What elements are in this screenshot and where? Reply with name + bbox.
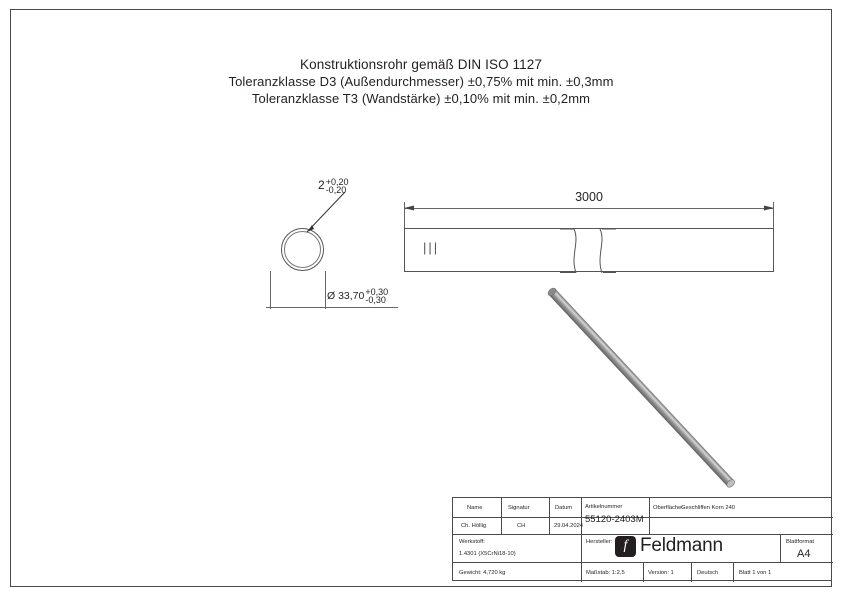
titleblock-col-6 bbox=[780, 534, 781, 562]
length-dimension-label: 3000 bbox=[575, 190, 603, 204]
titleblock-massstab: Maßstab: 1:2,5 bbox=[586, 570, 625, 576]
titleblock-col-8 bbox=[643, 562, 644, 582]
titleblock-value-datum: 29.04.2024 bbox=[554, 523, 584, 529]
wall-thickness-tol-plus: +0,20 bbox=[325, 177, 349, 187]
titleblock-value-name: Ch. Höllig bbox=[461, 523, 487, 529]
titleblock-col-9 bbox=[691, 562, 692, 582]
drawing-title-line-3: Toleranzklasse T3 (Wandstärke) ±0,10% mit min. ±0,2mm bbox=[251, 91, 591, 106]
outer-diameter-dimension bbox=[327, 288, 388, 304]
titleblock-label-hersteller: Hersteller: bbox=[586, 539, 613, 545]
pipe-3d-render bbox=[520, 280, 790, 500]
titleblock-article-number: 55120-2403M bbox=[585, 514, 644, 525]
titleblock-col-2 bbox=[549, 498, 550, 534]
logo-wordmark: Feldmann bbox=[640, 535, 723, 556]
diameter-dimension-line bbox=[266, 307, 398, 308]
titleblock-header-signatur: Signatur bbox=[508, 505, 530, 511]
titleblock-col-7 bbox=[581, 562, 582, 582]
titleblock-col-5 bbox=[581, 534, 582, 562]
wall-thickness-leader-line bbox=[301, 190, 347, 236]
diameter-extension-line-right bbox=[325, 271, 326, 309]
titleblock-col-10 bbox=[733, 562, 734, 582]
titleblock-value-signatur: CH bbox=[517, 523, 526, 529]
titleblock-label-werkstoff: Werkstoff: bbox=[459, 539, 485, 545]
wall-thickness-dimension bbox=[318, 178, 348, 194]
titleblock-header-name: Name bbox=[467, 505, 483, 511]
titleblock-header-datum: Datum bbox=[555, 505, 573, 511]
diameter-extension-line-left bbox=[270, 271, 271, 309]
length-dimension-arrows bbox=[400, 203, 780, 215]
titleblock-blatt: Blatt 1 von 1 bbox=[739, 570, 772, 576]
pipe-hatch-marks: ||| bbox=[423, 240, 440, 255]
titleblock-value-blattformat: A4 bbox=[797, 548, 811, 560]
titleblock-header-oberflaeche: Oberfläche: bbox=[653, 505, 683, 511]
titleblock-col-1 bbox=[501, 498, 502, 534]
titleblock-col-4 bbox=[649, 498, 650, 534]
titleblock-version: Version: 1 bbox=[648, 570, 674, 576]
drawing-title-block bbox=[0, 56, 842, 107]
pipe-break-symbol bbox=[560, 224, 616, 280]
logo-mark-icon: f bbox=[615, 536, 636, 557]
titleblock-header-artikelnummer: Artikelnummer bbox=[585, 504, 623, 510]
company-logo bbox=[615, 535, 723, 557]
wall-thickness-tol-minus: -0,20 bbox=[325, 185, 347, 195]
titleblock-value-werkstoff: 1.4301 (X5CrNi18-10) bbox=[459, 551, 516, 557]
titleblock-label-blattformat: Blattformat bbox=[786, 539, 815, 545]
outer-diameter-tol-minus: -0,30 bbox=[365, 295, 386, 305]
outer-diameter-tol-plus: +0,30 bbox=[365, 287, 389, 297]
drawing-title-line-2: Toleranzklasse D3 (Außendurchmesser) ±0,75% mit min. ±0,3mm bbox=[228, 74, 614, 89]
titleblock-sprache: Deutsch bbox=[697, 570, 719, 576]
outer-diameter-value: Ø 33,70 bbox=[327, 289, 365, 302]
titleblock-value-oberflaeche: Geschliffen Korn 240 bbox=[681, 505, 736, 511]
titleblock-gewicht: Gewicht: 4,720 kg bbox=[459, 570, 506, 576]
drawing-title-line-1: Konstruktionsrohr gemäß DIN ISO 1127 bbox=[300, 57, 542, 72]
wall-thickness-value: 2 bbox=[318, 178, 325, 193]
pipe-cross-section-inner-circle bbox=[284, 231, 321, 268]
